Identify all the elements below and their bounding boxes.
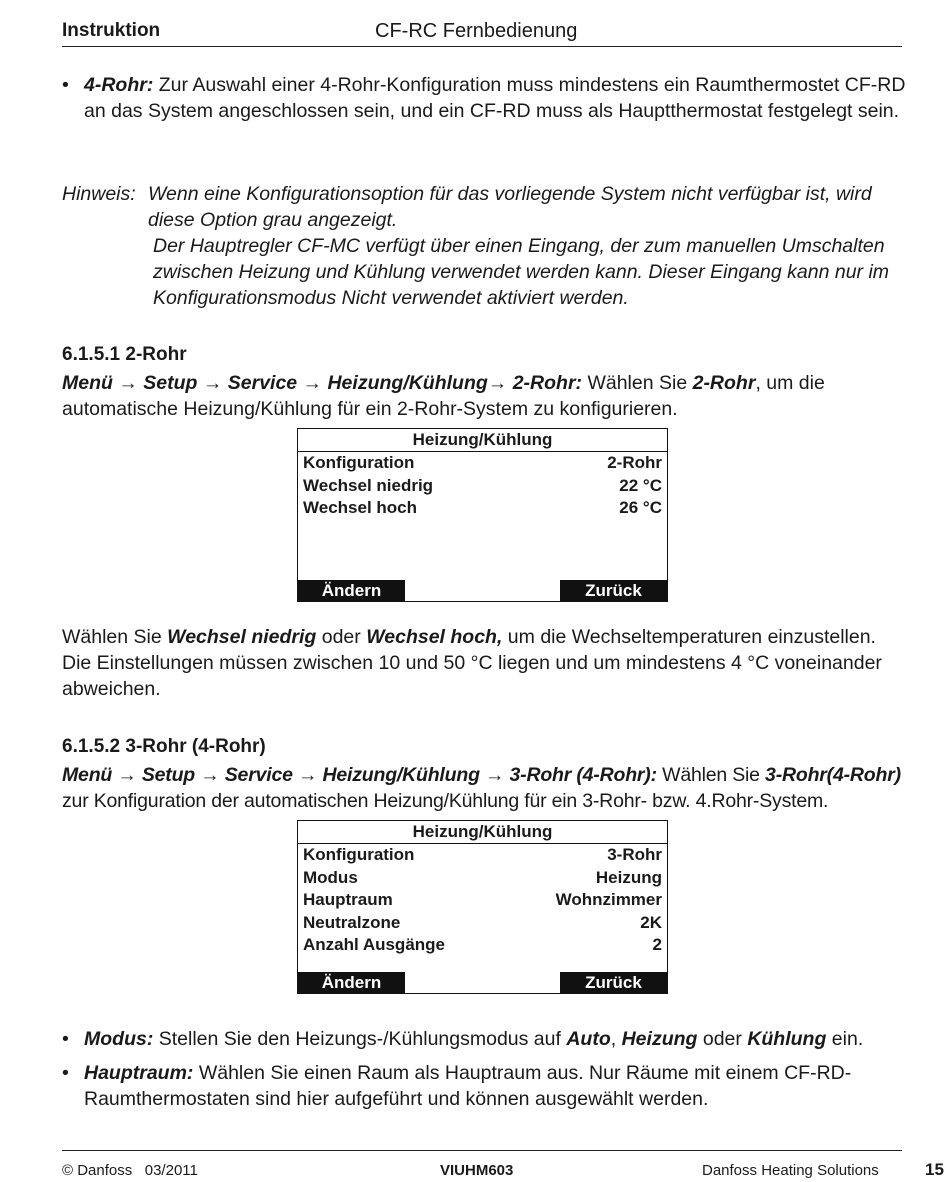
screen-row bbox=[298, 934, 667, 957]
footer-company: Danfoss Heating Solutions bbox=[702, 1162, 879, 1179]
screen-row bbox=[298, 475, 667, 498]
page-header bbox=[62, 20, 902, 46]
header-rule bbox=[62, 46, 902, 47]
bullet-term: 4-Rohr: bbox=[84, 74, 154, 96]
emphasis: Auto bbox=[566, 1028, 611, 1050]
text-run: zur Konfiguration der automatischen Heizung/Kühlung für ein 3-Rohr- bzw. 4.Rohr-System. bbox=[62, 790, 829, 812]
row-value: Heizung bbox=[595, 867, 662, 887]
row-label: Neutralzone bbox=[303, 912, 401, 932]
text-run: Wählen Sie bbox=[656, 764, 766, 786]
text-run: Wählen Sie bbox=[62, 626, 168, 648]
row-value: Wohnzimmer bbox=[555, 890, 662, 909]
footer-copyright: © Danfoss 03/2011 bbox=[62, 1162, 198, 1179]
row-value: 2-Rohr bbox=[607, 453, 662, 472]
bullet-modus bbox=[62, 1026, 912, 1052]
note-paragraph-2: Der Hauptregler CF-MC verfügt über einen Eingang, der zum manuellen Umschalten zwischen Heizung und Kühlung verwendet werden kann. Dieser Eingang kann nur im Konfigurationsmodus Nicht verwendet aktiviert werden. bbox=[153, 235, 890, 309]
footer-rule bbox=[62, 1150, 902, 1151]
emphasis: 3-Rohr(4-Rohr) bbox=[765, 764, 901, 786]
bullet-hauptraum bbox=[62, 1060, 907, 1112]
row-value: 22 °C bbox=[619, 475, 662, 495]
bullet-text: Wählen Sie einen Raum als Hauptraum aus. Nur Räume mit einem CF-RD-Raumthermostaten sind hier aufgeführt und können ausgewählt werden. bbox=[84, 1062, 852, 1110]
row-value: 3-Rohr bbox=[607, 845, 662, 864]
text-run: ein. bbox=[826, 1028, 864, 1050]
screen-title: Heizung/Kühlung bbox=[298, 821, 667, 844]
section-heading-2rohr: 6.1.5.1 2-Rohr bbox=[62, 344, 187, 365]
softkey-aendern: Ändern bbox=[298, 580, 405, 601]
emphasis: Wechsel hoch, bbox=[366, 626, 503, 648]
screen-row bbox=[298, 912, 667, 935]
emphasis: 2-Rohr bbox=[692, 372, 756, 394]
text-run: , bbox=[610, 1028, 622, 1050]
screen-row bbox=[298, 452, 667, 475]
screen-title: Heizung/Kühlung bbox=[298, 429, 667, 452]
bullet-text: Zur Auswahl einer 4-Rohr-Konfiguration muss mindestens ein Raumthermostet CF-RD an das System angeschlossen sein, und ein CF-RD muss als Hauptthermostat festgelegt sein. bbox=[84, 74, 906, 122]
screen-row bbox=[298, 867, 667, 890]
emphasis: Heizung bbox=[621, 1028, 698, 1050]
row-label: Konfiguration bbox=[303, 453, 415, 472]
bullet-4rohr bbox=[62, 72, 912, 124]
section-3rohr-text bbox=[62, 762, 912, 814]
row-label: Konfiguration bbox=[303, 845, 415, 864]
row-label: Wechsel hoch bbox=[303, 498, 417, 517]
text-run: Wählen Sie bbox=[582, 372, 693, 394]
bullet-mark: • bbox=[62, 74, 69, 96]
emphasis: Kühlung bbox=[747, 1028, 827, 1050]
text-run: oder bbox=[697, 1028, 748, 1050]
bullet-mark: • bbox=[62, 1062, 69, 1084]
screen-row bbox=[298, 889, 667, 912]
row-label: Hauptraum bbox=[303, 890, 393, 909]
header-title: CF-RC Fernbedienung bbox=[375, 20, 578, 42]
row-value: 2K bbox=[640, 912, 662, 932]
text-run: oder bbox=[316, 626, 367, 648]
row-label: Anzahl Ausgänge bbox=[303, 935, 445, 954]
emphasis: Wechsel niedrig bbox=[167, 626, 317, 648]
text-run: um die Wechseltemperaturen einzustellen. Die Einstellungen müssen zwischen 10 und 50 °C liegen und um mindestens 4 °C voneinander abweichen. bbox=[62, 626, 882, 700]
bullet-mark: • bbox=[62, 1028, 69, 1050]
note-label: Hinweis: bbox=[62, 183, 136, 205]
row-value: 26 °C bbox=[619, 498, 662, 517]
paragraph-wechsel bbox=[62, 624, 902, 702]
row-label: Wechsel niedrig bbox=[303, 475, 434, 495]
section-2rohr-text bbox=[62, 370, 907, 422]
bullet-term: Hauptraum: bbox=[84, 1062, 194, 1084]
menu-path: Menü → Setup → Service → Heizung/Kühlung → 3-Rohr (4-Rohr): bbox=[62, 764, 657, 786]
text-run: Stellen Sie den Heizungs-/Kühlungsmodus auf bbox=[153, 1028, 567, 1050]
softkey-zurueck: Zurück bbox=[560, 972, 667, 993]
softkey-zurueck: Zurück bbox=[560, 580, 667, 601]
softkey-aendern: Ändern bbox=[298, 972, 405, 993]
note-paragraph-1: Wenn eine Konfigurationsoption für das vorliegende System nicht verfügbar ist, wird diese Option grau angezeigt. bbox=[148, 183, 872, 231]
header-section: Instruktion bbox=[62, 20, 161, 41]
menu-path: Menü → Setup → Service → Heizung/Kühlung→ 2-Rohr: bbox=[62, 372, 583, 394]
text-run: , um die automatische Heizung/Kühlung für ein 2-Rohr-System zu konfigurieren. bbox=[62, 372, 825, 420]
screen-row bbox=[298, 844, 667, 867]
section-heading-3rohr: 6.1.5.2 3-Rohr (4-Rohr) bbox=[62, 736, 266, 757]
device-screen-3rohr bbox=[297, 820, 668, 994]
screen-row bbox=[298, 497, 667, 520]
row-label: Modus bbox=[303, 867, 358, 887]
row-value: 2 bbox=[652, 935, 662, 954]
device-screen-2rohr bbox=[297, 428, 668, 602]
bullet-term: Modus: bbox=[84, 1028, 154, 1050]
footer-doc-code: VIUHM603 bbox=[440, 1162, 514, 1179]
page-number: 15 bbox=[925, 1160, 944, 1179]
